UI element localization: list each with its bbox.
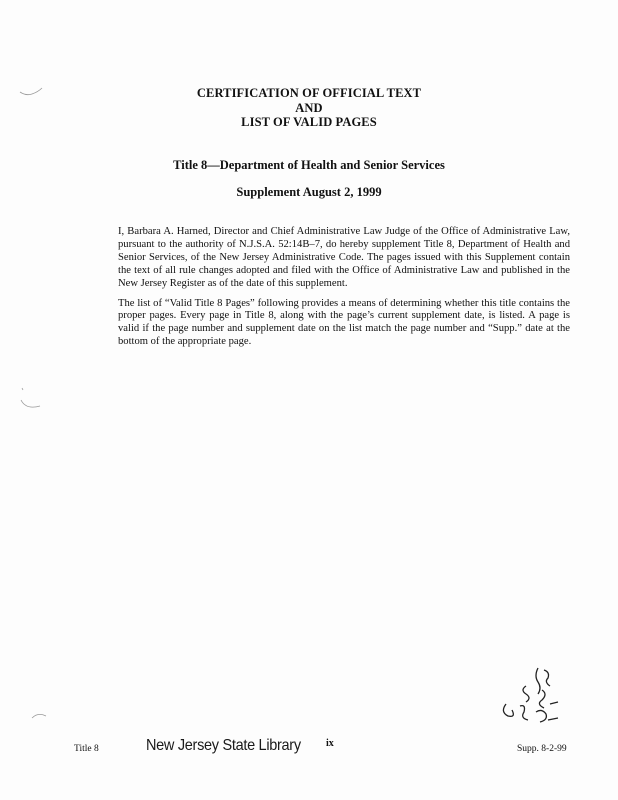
- title-heading: Title 8—Department of Health and Senior Services: [173, 158, 445, 172]
- footer-supplement-date: Supp. 8-2-99: [517, 744, 567, 754]
- supplement-heading: Supplement August 2, 1999: [236, 185, 382, 199]
- heading-line-2: AND: [295, 100, 323, 115]
- handwritten-annotation: [498, 664, 562, 728]
- paragraph-valid-pages: The list of “Valid Title 8 Pages” following provides a means of determining whether this title contains the proper pages. Every page in Title 8, along with the page’s current supplement date, is listed. A page is valid if the page number and supplement date on the list match the page number and “Supp.” date at the bottom of the appropriate page.: [118, 297, 570, 348]
- page-number: ix: [326, 738, 334, 749]
- scan-mark-middle: [18, 384, 44, 414]
- certification-heading: [0, 86, 618, 130]
- paragraph-certification: I, Barbara A. Harned, Director and Chief Administrative Law Judge of the Office of Administrative Law, pursuant to the authority of N.J.S.A. 52:14B–7, do hereby supplement Title 8, Department of Health and Senior Services, of the New Jersey Administrative Code. The pages issued with this Supplement contain the text of all rule changes adopted and filed with the Office of Administrative Law and published in the New Jersey Register as of the date of this supplement.: [118, 226, 570, 289]
- body-text: [118, 226, 570, 356]
- scan-mark-bottom: [30, 706, 50, 722]
- heading-line-1: CERTIFICATION OF OFFICIAL TEXT: [196, 86, 422, 100]
- heading-line-3: LIST OF VALID PAGES: [241, 115, 377, 129]
- library-stamp: New Jersey State Library: [146, 737, 301, 755]
- footer-title: Title 8: [74, 744, 99, 754]
